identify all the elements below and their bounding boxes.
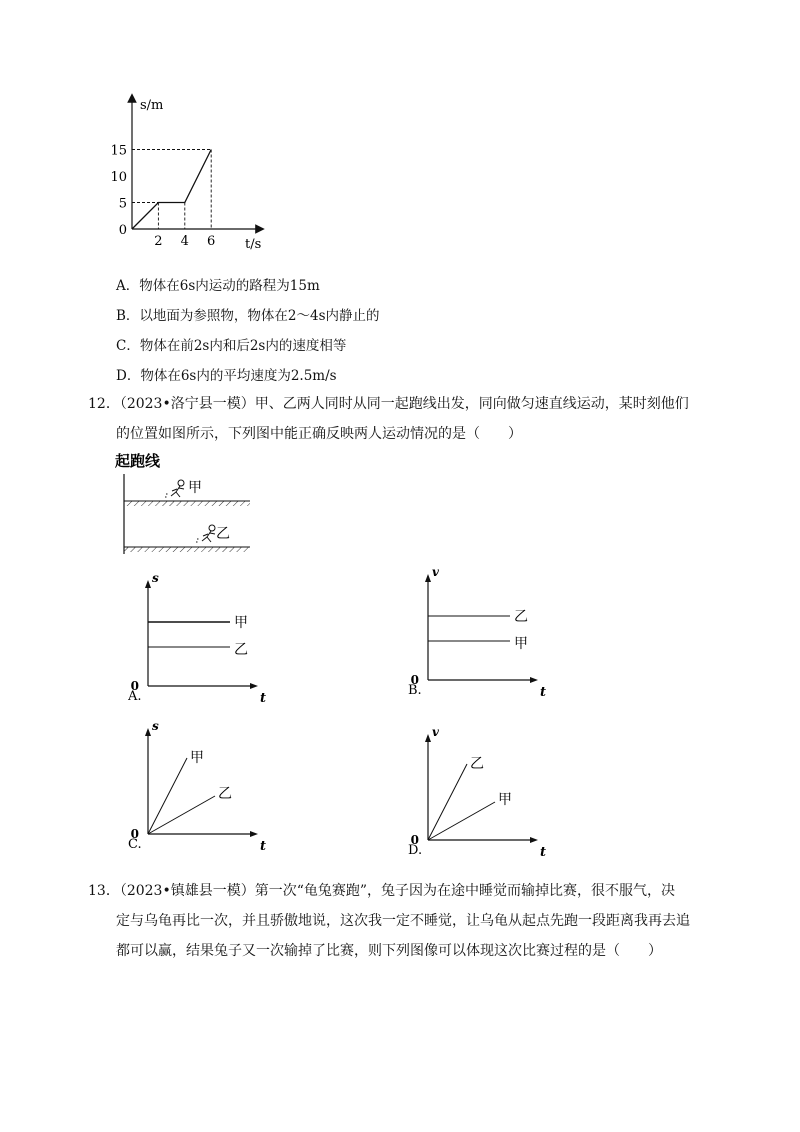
- q11-x-tick-label: 6: [207, 234, 216, 249]
- graph-y-label: v: [432, 725, 439, 739]
- graph-upper-label: 甲: [234, 615, 248, 631]
- q11-y-tick-label: 15: [110, 143, 127, 159]
- lane-divider-top: [124, 501, 250, 506]
- q12-graph-c: [128, 716, 278, 856]
- q11-option-c: C．物体在前2s内和后2s内的速度相等: [116, 338, 347, 354]
- q11-option-d: D．物体在6s内的平均速度为2.5m/s: [116, 368, 337, 384]
- q11-option-a: A．物体在6s内运动的路程为15m: [116, 278, 320, 294]
- graph-option-letter: B.: [408, 683, 422, 698]
- graph-x-arrow: [530, 837, 538, 843]
- graph-shallow-label: 乙: [218, 786, 232, 802]
- runner-yi-icon: [196, 525, 215, 542]
- q12-graph-a: [128, 568, 278, 708]
- q12-stem-line2: 的位置如图所示，下列图中能正确反映两人运动情况的是（ ）: [116, 426, 522, 442]
- graph-origin-label: 0: [130, 679, 139, 693]
- graph-y-arrow: [145, 728, 151, 736]
- q11-y-label: s/m: [140, 98, 164, 113]
- graph-y-label: s: [152, 571, 159, 585]
- graph-x-label: t: [260, 691, 267, 706]
- runner-jia-label: 甲: [188, 480, 202, 496]
- graph-x-arrow: [250, 831, 258, 837]
- q11-option-b: B．以地面为参照物，物体在2～4s内静止的: [116, 308, 380, 324]
- graph-option-letter: A.: [128, 689, 142, 704]
- graph-x-label: t: [540, 685, 547, 700]
- graph-y-label: s: [152, 719, 159, 733]
- q11-y-tick-label: 5: [118, 196, 127, 212]
- graph-y-arrow: [145, 580, 151, 588]
- runner-jia-icon: [165, 480, 184, 497]
- graph-steep-label: 甲: [190, 750, 204, 766]
- graph-x-arrow: [250, 683, 258, 689]
- graph-x-arrow: [530, 677, 538, 683]
- q11-x-tick-label: 4: [180, 234, 189, 249]
- q13-stem-line1: 13．（2023•镇雄县一模）第一次“龟兔赛跑”，兔子因为在途中睡觉而输掉比赛，很不服气，决: [88, 883, 676, 899]
- q11-st-graph: [110, 92, 280, 252]
- q11-origin-label: 0: [118, 223, 127, 238]
- graph-steep-label: 乙: [470, 756, 484, 772]
- graph-x-label: t: [260, 839, 267, 854]
- q12-graph-b: [408, 562, 558, 702]
- graph-origin-label: 0: [410, 673, 419, 687]
- graph-option-letter: D.: [408, 843, 423, 858]
- graph-y-arrow: [425, 734, 431, 742]
- q11-series-line: [132, 150, 211, 230]
- q13-stem-line3: 都可以赢，结果兔子又一次输掉了比赛，则下列图像可以体现这次比赛过程的是（ ）: [116, 943, 662, 959]
- q12-track-figure: [112, 450, 262, 560]
- runner-yi-label: 乙: [216, 526, 230, 542]
- graph-option-letter: C.: [128, 837, 142, 852]
- graph-y-label: v: [432, 565, 439, 579]
- graph-shallow-label: 甲: [498, 792, 512, 808]
- q11-x-tick-label: 2: [154, 234, 163, 249]
- graph-y-arrow: [425, 574, 431, 582]
- q12-stem-line1: 12．（2023•洛宁县一模）甲、乙两人同时从同一起跑线出发，同向做匀速直线运动，某时刻他们: [88, 396, 689, 412]
- graph-lower-label: 甲: [514, 636, 528, 652]
- graph-upper-label: 乙: [514, 609, 528, 625]
- graph-lower-label: 乙: [234, 642, 248, 658]
- q11-x-label: t/s: [245, 237, 262, 252]
- graph-origin-label: 0: [130, 827, 139, 841]
- q12-graph-d: [408, 722, 558, 862]
- lane-divider-bottom: [124, 547, 250, 552]
- q13-stem-line2: 定与乌龟再比一次，并且骄傲地说，这次我一定不睡觉，让乌龟从起点先跑一段距离我再去追: [116, 913, 690, 929]
- graph-origin-label: 0: [410, 833, 419, 847]
- graph-x-label: t: [540, 845, 547, 860]
- q11-y-tick-label: 10: [110, 170, 127, 185]
- track-start-label: 起跑线: [115, 452, 161, 470]
